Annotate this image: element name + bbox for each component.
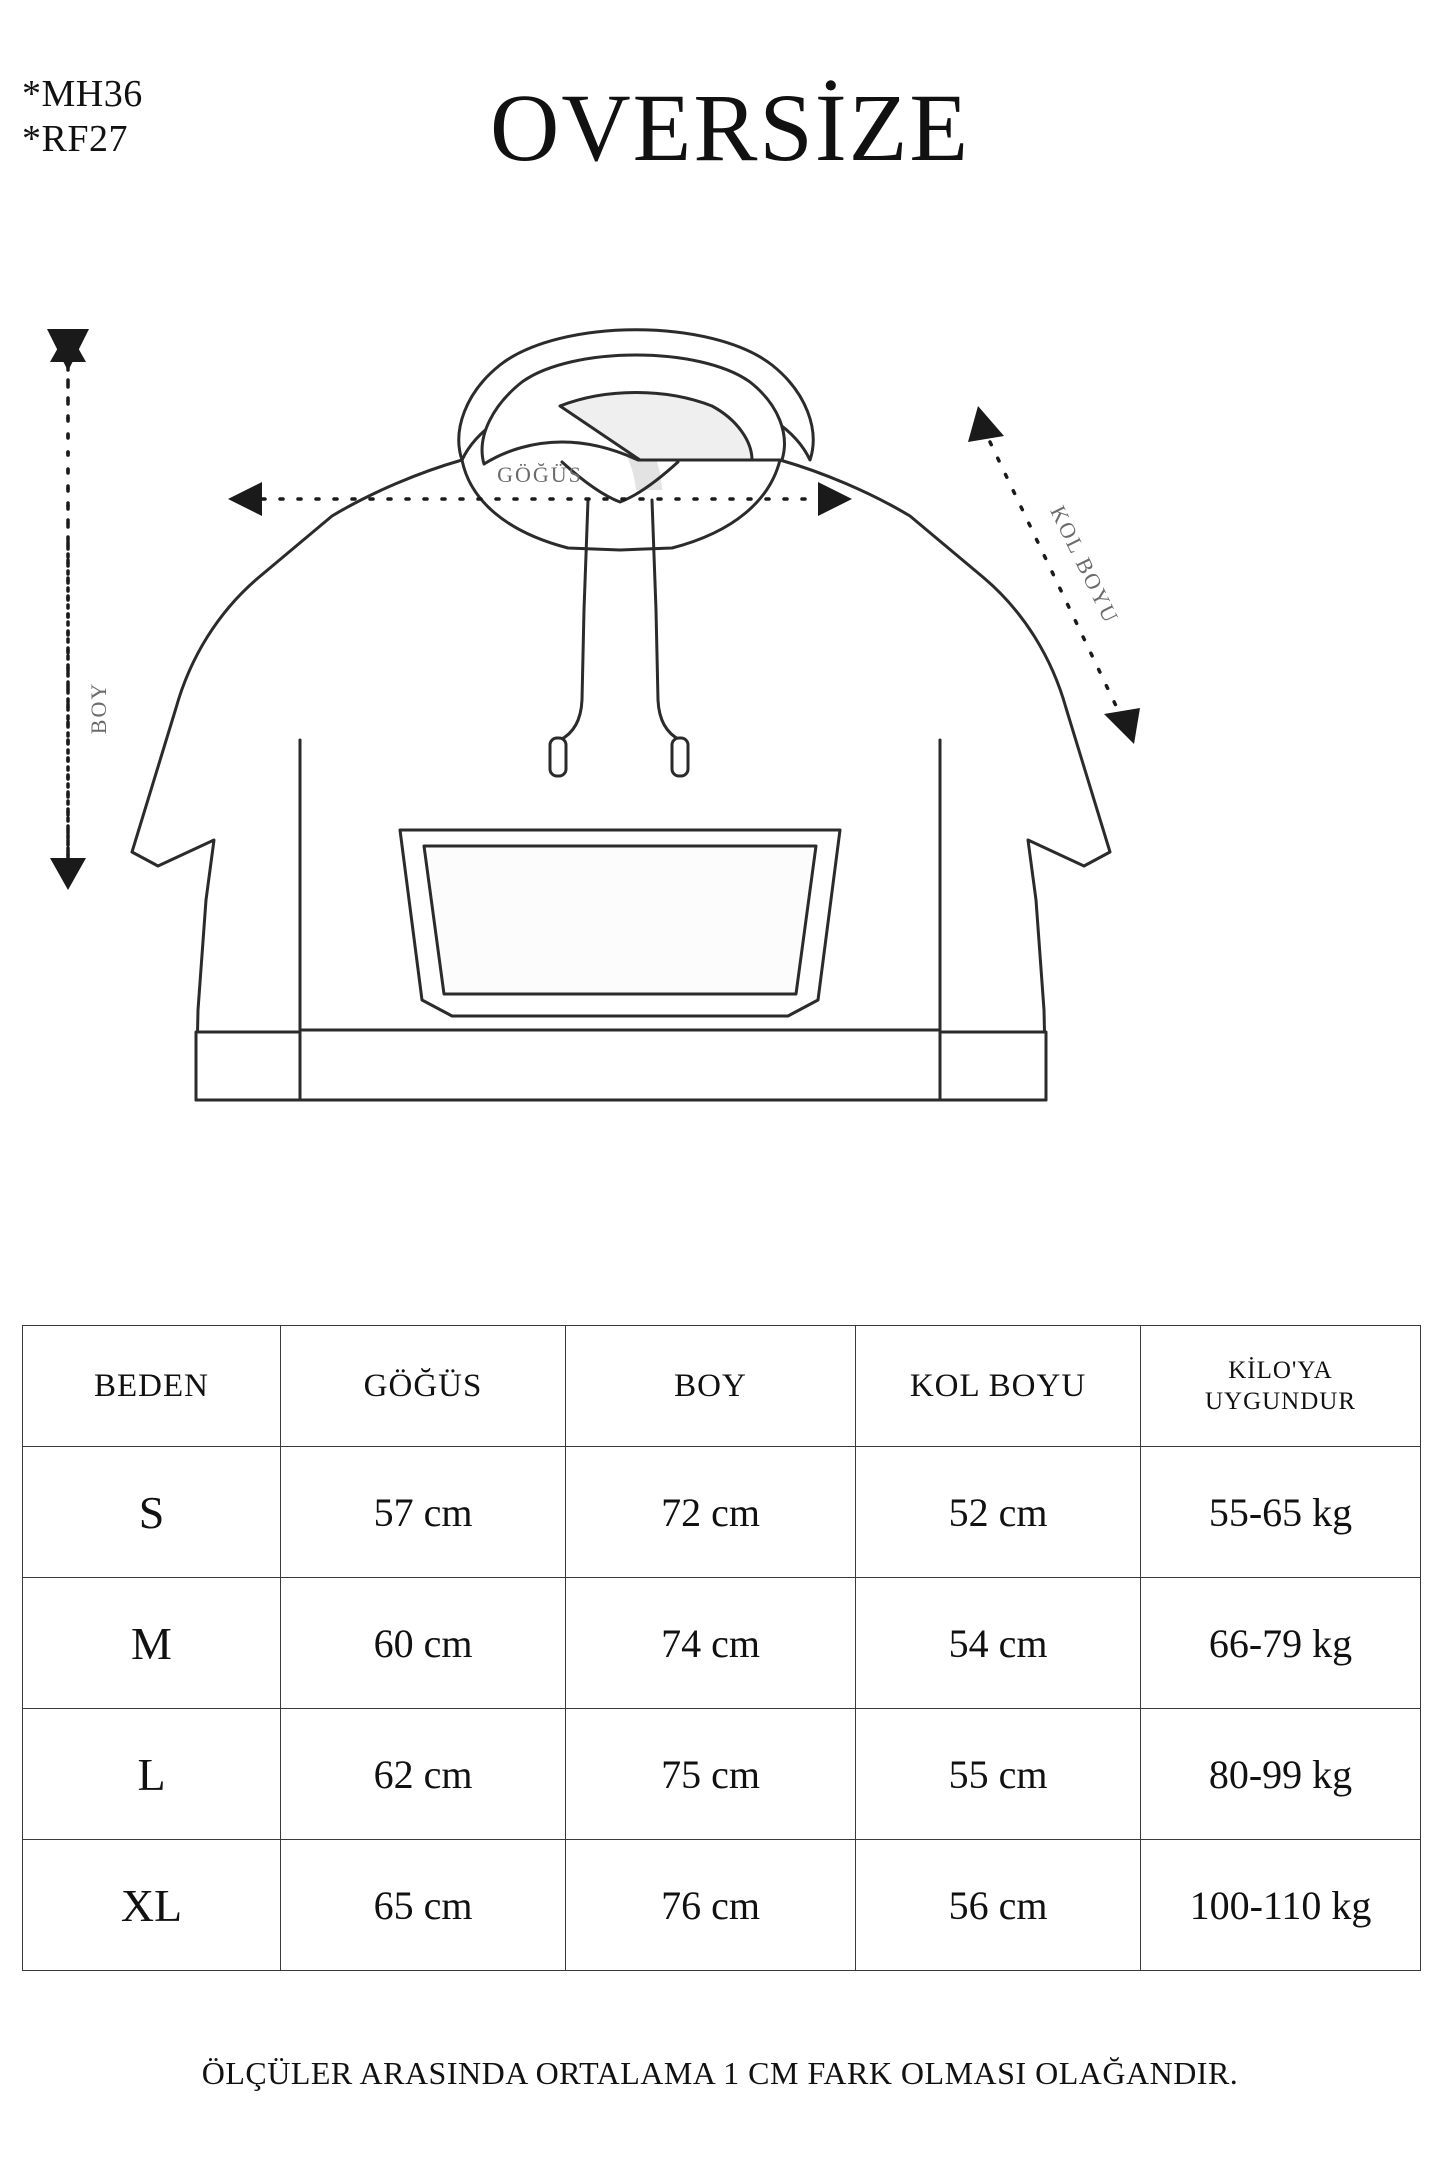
- chest-arrow-left-icon: [228, 482, 262, 516]
- cell-boy: 74 cm: [566, 1578, 856, 1709]
- cell-kilo: 66-79 kg: [1141, 1578, 1421, 1709]
- header-kol-boyu: KOL BOYU: [856, 1326, 1141, 1447]
- cell-beden: L: [23, 1709, 281, 1840]
- sleeve-arrow-end-icon: [1104, 708, 1140, 744]
- length-label: BOY: [86, 681, 111, 735]
- table-row: [23, 1578, 1421, 1709]
- header-kilo-line2: UYGUNDUR: [1204, 1388, 1357, 1415]
- cell-gogus: 65 cm: [281, 1840, 566, 1971]
- cell-boy: 72 cm: [566, 1447, 856, 1578]
- table-row: [23, 1840, 1421, 1971]
- cell-beden: M: [23, 1578, 281, 1709]
- cell-gogus: 62 cm: [281, 1709, 566, 1840]
- header-boy: BOY: [566, 1326, 856, 1447]
- size-table-wrapper: [22, 1325, 1420, 1971]
- product-code-2: *RF27: [22, 117, 128, 160]
- length-arrow-up-icon: [50, 330, 86, 362]
- cell-boy: 75 cm: [566, 1709, 856, 1840]
- header-kilo-line1: KİLO'YA: [1228, 1356, 1333, 1384]
- hoodie-diagram: [0, 310, 1440, 1210]
- cell-kol: 55 cm: [856, 1709, 1141, 1840]
- header-gogus: GÖĞÜS: [281, 1326, 566, 1447]
- cell-kol: 52 cm: [856, 1447, 1141, 1578]
- cell-boy: 76 cm: [566, 1840, 856, 1971]
- cell-kilo: 100-110 kg: [1141, 1840, 1421, 1971]
- chest-label: GÖĞÜS: [497, 462, 583, 487]
- sleeve-arrow-start-icon: [968, 406, 1004, 442]
- cell-kilo: 80-99 kg: [1141, 1709, 1421, 1840]
- sleeve-label: KOL BOYU: [1045, 501, 1125, 628]
- page-title: OVERSİZE: [490, 74, 970, 181]
- cell-gogus: 60 cm: [281, 1578, 566, 1709]
- header-kilo: [1141, 1326, 1421, 1447]
- cell-gogus: 57 cm: [281, 1447, 566, 1578]
- hoodie-outline: [132, 330, 1110, 1100]
- size-table: [22, 1325, 1421, 1971]
- cell-beden: S: [23, 1447, 281, 1578]
- cell-kilo: 55-65 kg: [1141, 1447, 1421, 1578]
- cell-beden: XL: [23, 1840, 281, 1971]
- length-arrow-down-icon: [50, 858, 86, 890]
- measurement-note: ÖLÇÜLER ARASINDA ORTALAMA 1 CM FARK OLMASI OLAĞANDIR.: [201, 2055, 1239, 2091]
- table-header-row: [23, 1326, 1421, 1447]
- cell-kol: 54 cm: [856, 1578, 1141, 1709]
- product-code-1: *MH36: [22, 73, 143, 115]
- header-beden: BEDEN: [23, 1326, 281, 1447]
- table-row: [23, 1709, 1421, 1840]
- cell-kol: 56 cm: [856, 1840, 1141, 1971]
- table-row: [23, 1447, 1421, 1578]
